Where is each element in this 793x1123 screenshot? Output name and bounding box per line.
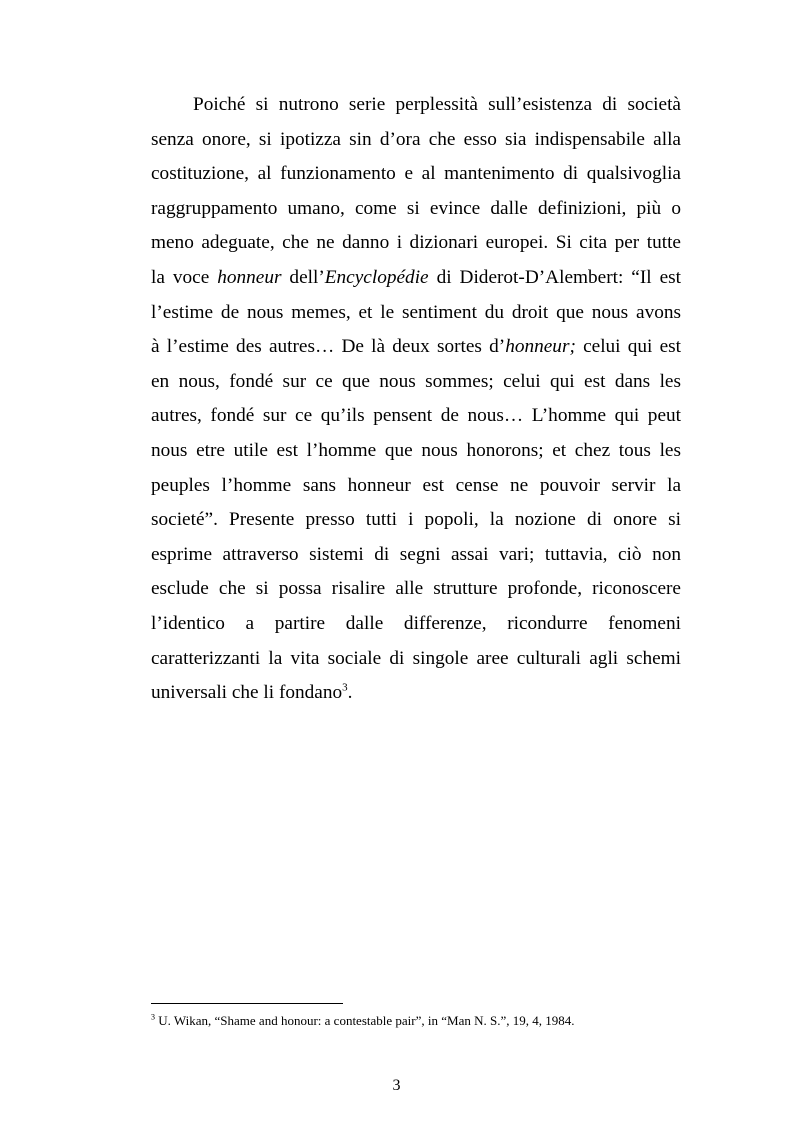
- text-line: l’identico a partire dalle differenze, ricondurre fenomeni: [151, 612, 681, 634]
- text-line: senza onore, si ipotizza sin d’ora che esso sia indispensabile alla: [151, 128, 681, 150]
- italic-term-honneur: honneur;: [505, 336, 576, 358]
- footnote-text: U. Wikan, “Shame and honour: a contestable pair”, in “Man N. S.”, 19, 4, 1984.: [158, 1013, 575, 1028]
- text-line: l’estime de nous memes, et le sentiment du droit que nous avons: [151, 301, 681, 323]
- footnote-divider: [151, 1003, 343, 1004]
- text-line: nous etre utile est l’homme que nous honorons; et chez tous les: [151, 439, 681, 461]
- page-number: 3: [392, 1077, 401, 1094]
- text-line: costituzione, al funzionamento e al mantenimento di qualsivoglia: [151, 163, 681, 185]
- footnote-marker: 3: [151, 1012, 155, 1022]
- text-line: societé”. Presente presso tutti i popoli, la nozione di onore si: [151, 509, 681, 531]
- italic-title-encyclopedie: Encyclopédie: [324, 266, 429, 288]
- text-line: esclude che si possa risalire alle strutture profonde, riconoscere: [151, 578, 681, 600]
- italic-term-honneur: honneur: [217, 266, 282, 288]
- body-paragraph: [151, 88, 681, 711]
- text-line: esprime attraverso sistemi di segni assai vari; tuttavia, ciò non: [151, 543, 681, 565]
- text-line: meno adeguate, che ne danno i dizionari europei. Si cita per tutte: [151, 232, 681, 254]
- footnote: [151, 1013, 574, 1029]
- footnote-reference[interactable]: 3: [342, 681, 348, 694]
- text-line: caratterizzanti la vita sociale di singole aree culturali agli schemi: [151, 647, 681, 669]
- text-line: raggruppamento umano, come si evince dalle definizioni, più o: [151, 197, 681, 219]
- text-line: en nous, fondé sur ce que nous sommes; celui qui est dans les: [151, 370, 681, 392]
- text-line: autres, fondé sur ce qu’ils pensent de nous… L’homme qui peut: [151, 405, 681, 427]
- text-line: Poiché si nutrono serie perplessità sull’esistenza di società: [193, 94, 681, 115]
- text-line: universali che li fondano$^3$.: [151, 681, 353, 704]
- text-line: à l’estime des autres… De là deux sortes d’honneur; celui qui est: [151, 336, 681, 358]
- text-line: peuples l’homme sans honneur est cense ne pouvoir servir la: [151, 474, 681, 496]
- text-line: la voce honneur dell’Encyclopédie di Diderot-D’Alembert: “Il est: [151, 266, 682, 288]
